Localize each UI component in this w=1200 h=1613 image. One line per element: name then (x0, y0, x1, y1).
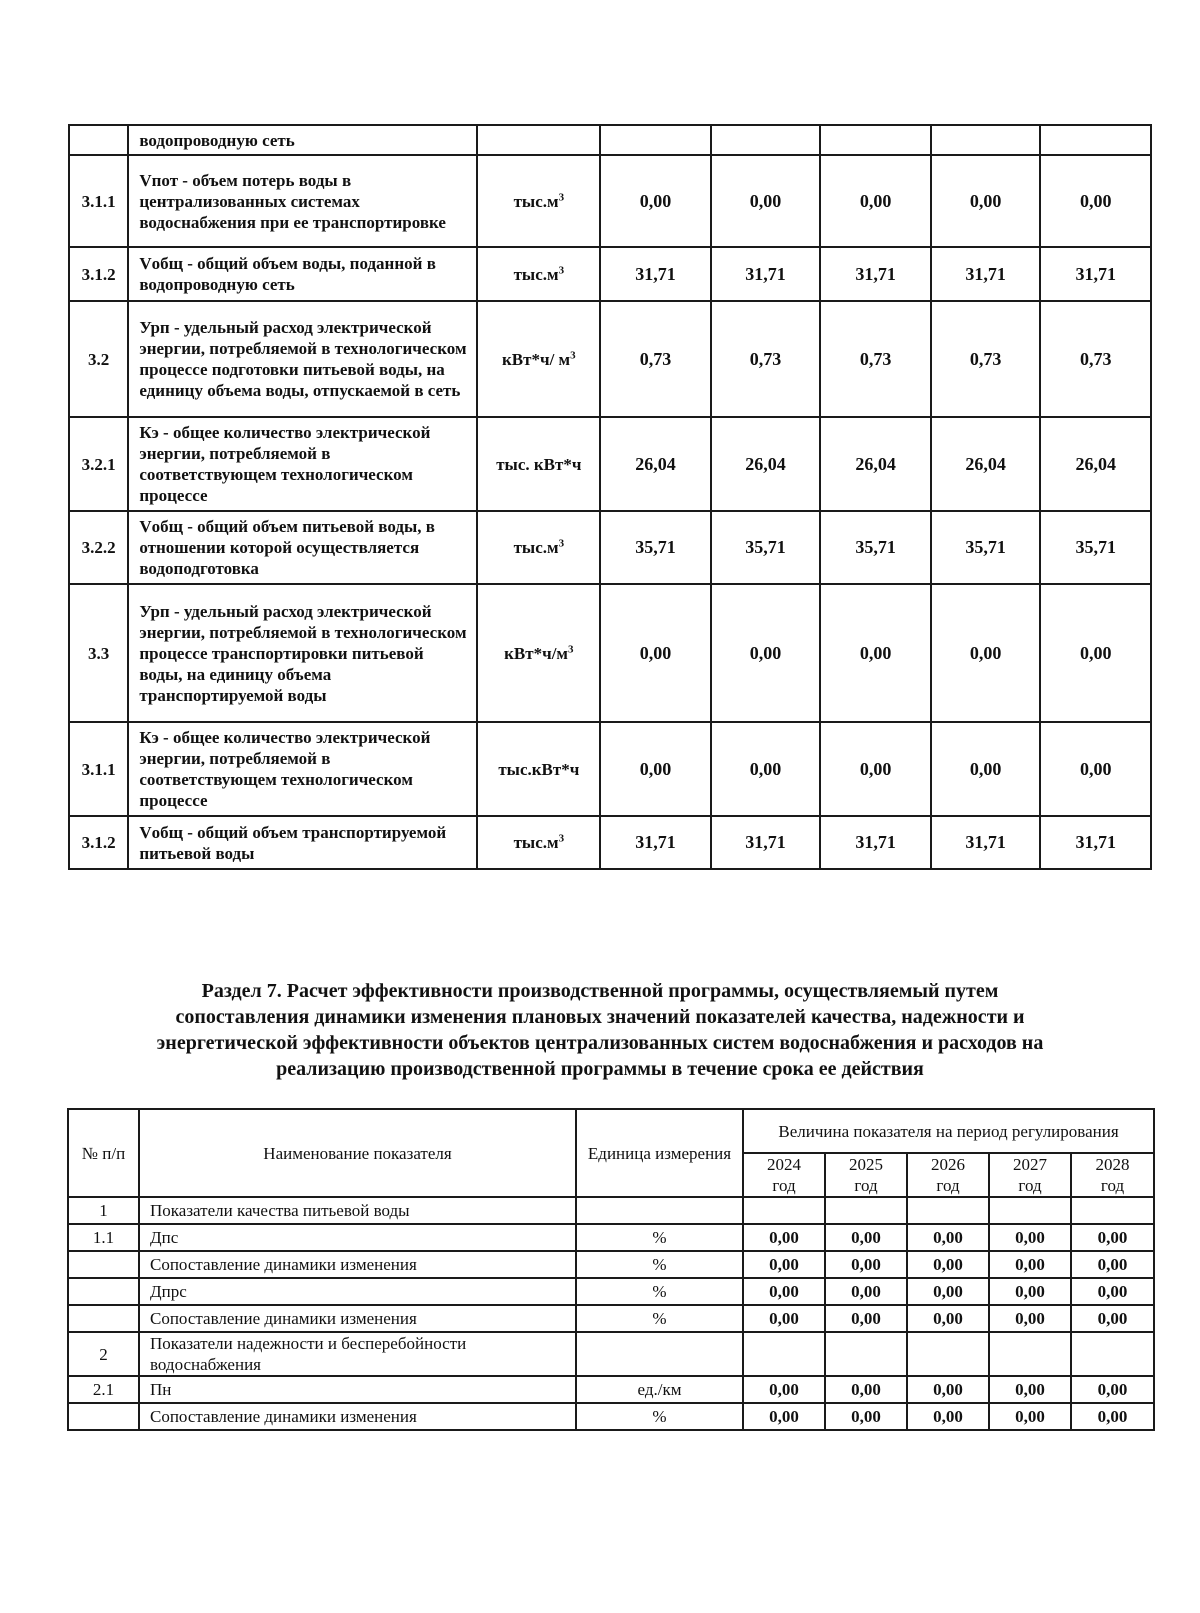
row-number: 3.1.1 (69, 155, 128, 247)
value-cell: 0,00 (931, 722, 1041, 816)
value-cell (907, 1332, 989, 1376)
unit-cell (576, 1197, 743, 1224)
value-cell: 31,71 (600, 247, 711, 301)
indicator-name: Дпс (139, 1224, 576, 1251)
value-cell: 31,71 (931, 816, 1041, 869)
row-number (68, 1278, 139, 1305)
row-number: 3.2.1 (69, 417, 128, 511)
section-title-line: энергетической эффективности объектов централизованных систем водоснабжения и расходов на (156, 1032, 1044, 1054)
row-number: 3.3 (69, 584, 128, 722)
value-cell: 0,00 (743, 1224, 825, 1251)
row-number (68, 1403, 139, 1430)
row-number: 3.2 (69, 301, 128, 417)
value-cell (1071, 1332, 1154, 1376)
value-cell: 0,00 (711, 155, 821, 247)
row-number: 2 (68, 1332, 139, 1376)
value-cell: 31,71 (600, 816, 711, 869)
header-unit: Единица измерения (576, 1109, 743, 1197)
indicator-name: Кэ - общее количество электрической энергии, потребляемой в соответствующем технологическом процессе (128, 417, 477, 511)
unit-cell: ед./км (576, 1376, 743, 1403)
value-cell (989, 1197, 1071, 1224)
indicator-name: Vобщ - общий объем транспортируемой питьевой воды (128, 816, 477, 869)
value-cell: 0,00 (989, 1305, 1071, 1332)
unit-cell (576, 1332, 743, 1376)
value-cell (820, 125, 931, 155)
header-year: 2024 год (743, 1153, 825, 1197)
table-row (69, 155, 1151, 247)
header-period: Величина показателя на период регулирования (743, 1109, 1154, 1153)
table-row (69, 417, 1151, 511)
value-cell: 0,00 (1040, 584, 1151, 722)
header-year: 2026 год (907, 1153, 989, 1197)
row-number (68, 1305, 139, 1332)
value-cell: 0,73 (711, 301, 821, 417)
table-row (68, 1332, 1154, 1376)
value-cell: 0,00 (989, 1403, 1071, 1430)
value-cell (989, 1332, 1071, 1376)
value-cell: 0,00 (907, 1376, 989, 1403)
table-row (68, 1224, 1154, 1251)
value-cell: 35,71 (711, 511, 821, 584)
table-row (69, 722, 1151, 816)
header-name: Наименование показателя (139, 1109, 576, 1197)
value-cell: 31,71 (711, 247, 821, 301)
indicator-name: водопроводную сеть (128, 125, 477, 155)
value-cell: 0,00 (1071, 1224, 1154, 1251)
unit-cell: $тыс.м^3$ (477, 155, 600, 247)
value-cell: 0,00 (743, 1305, 825, 1332)
header-row (68, 1109, 1154, 1153)
header-year: 2025 год (825, 1153, 907, 1197)
indicator-name: Урп - удельный расход электрической энергии, потребляемой в технологическом процессе транспортировки питьевой воды, на единицу объема транспортируемой воды (128, 584, 477, 722)
table-row (69, 511, 1151, 584)
value-cell: 0,00 (989, 1376, 1071, 1403)
value-cell: 0,00 (907, 1278, 989, 1305)
value-cell: 0,00 (931, 155, 1041, 247)
indicator-name: Сопоставление динамики изменения (139, 1251, 576, 1278)
value-cell: 26,04 (931, 417, 1041, 511)
table-row (68, 1305, 1154, 1332)
efficiency-table (67, 1108, 1155, 1431)
value-cell: 0,00 (743, 1278, 825, 1305)
indicator-name: Vобщ - общий объем воды, поданной в водопроводную сеть (128, 247, 477, 301)
indicator-name: Сопоставление динамики изменения (139, 1403, 576, 1430)
indicator-name: Кэ - общее количество электрической энергии, потребляемой в соответствующем технологическом процессе (128, 722, 477, 816)
value-cell (743, 1332, 825, 1376)
value-cell: 35,71 (600, 511, 711, 584)
table-row (68, 1197, 1154, 1224)
value-cell: 0,00 (600, 584, 711, 722)
value-cell: 26,04 (600, 417, 711, 511)
value-cell: 0,00 (743, 1376, 825, 1403)
unit-cell (477, 125, 600, 155)
indicator-name: Vпот - объем потерь воды в централизованных системах водоснабжения при ее транспортировке (128, 155, 477, 247)
value-cell: 0,00 (825, 1403, 907, 1430)
indicator-name: Vобщ - общий объем питьевой воды, в отношении которой осуществляется водоподготовка (128, 511, 477, 584)
value-cell: 0,00 (989, 1278, 1071, 1305)
value-cell (600, 125, 711, 155)
section-title-line: Раздел 7. Расчет эффективности производственной программы, осуществляемый путем (201, 980, 999, 1002)
table-row (69, 584, 1151, 722)
table-row (69, 816, 1151, 869)
value-cell: 0,00 (600, 155, 711, 247)
value-cell: 0,00 (1071, 1403, 1154, 1430)
indicator-name: Показатели качества питьевой воды (139, 1197, 576, 1224)
value-cell (711, 125, 821, 155)
value-cell: 0,00 (1071, 1251, 1154, 1278)
value-cell: 35,71 (820, 511, 931, 584)
value-cell: 0,73 (600, 301, 711, 417)
row-number: 3.1.1 (69, 722, 128, 816)
unit-cell: % (576, 1224, 743, 1251)
value-cell (743, 1197, 825, 1224)
table-row (68, 1251, 1154, 1278)
unit-cell: % (576, 1305, 743, 1332)
value-cell: 26,04 (1040, 417, 1151, 511)
value-cell: 0,00 (825, 1376, 907, 1403)
value-cell: 0,00 (1071, 1376, 1154, 1403)
value-cell (907, 1197, 989, 1224)
value-cell: 0,00 (825, 1278, 907, 1305)
value-cell: 0,73 (820, 301, 931, 417)
value-cell: 0,00 (1040, 722, 1151, 816)
header-num: № п/п (68, 1109, 139, 1197)
value-cell: 0,00 (989, 1251, 1071, 1278)
value-cell: 0,73 (931, 301, 1041, 417)
value-cell (931, 125, 1041, 155)
row-number: 1.1 (68, 1224, 139, 1251)
table-row (68, 1278, 1154, 1305)
value-cell: 31,71 (711, 816, 821, 869)
value-cell: 35,71 (931, 511, 1041, 584)
header-year: 2028 год (1071, 1153, 1154, 1197)
section-title (60, 978, 1140, 1082)
unit-cell: % (576, 1403, 743, 1430)
table-row (68, 1403, 1154, 1430)
section-title-line: сопоставления динамики изменения плановых значений показателей качества, надежности и (175, 1006, 1025, 1028)
value-cell: 0,00 (907, 1224, 989, 1251)
indicators-table-continued (68, 124, 1152, 870)
value-cell: 31,71 (820, 247, 931, 301)
table-row (68, 1376, 1154, 1403)
indicator-name: Дпрс (139, 1278, 576, 1305)
row-number: 3.2.2 (69, 511, 128, 584)
unit-cell: % (576, 1251, 743, 1278)
value-cell: 0,00 (907, 1251, 989, 1278)
indicator-name: Урп - удельный расход электрической энергии, потребляемой в технологическом процессе подготовки питьевой воды, на единицу объема воды, отпускаемой в сеть (128, 301, 477, 417)
value-cell: 35,71 (1040, 511, 1151, 584)
value-cell: 0,00 (907, 1403, 989, 1430)
value-cell: 31,71 (1040, 247, 1151, 301)
indicator-name: Пн (139, 1376, 576, 1403)
unit-cell: $тыс.м^3$ (477, 816, 600, 869)
value-cell: 0,00 (711, 584, 821, 722)
unit-cell: % (576, 1278, 743, 1305)
value-cell: 0,00 (820, 155, 931, 247)
row-number: 2.1 (68, 1376, 139, 1403)
indicator-name: Показатели надежности и бесперебойности водоснабжения (139, 1332, 576, 1376)
value-cell: 26,04 (820, 417, 931, 511)
table-row (69, 301, 1151, 417)
value-cell: 0,00 (820, 584, 931, 722)
value-cell: 31,71 (1040, 816, 1151, 869)
value-cell: 0,00 (1071, 1305, 1154, 1332)
row-number: 3.1.2 (69, 247, 128, 301)
value-cell: 0,00 (825, 1251, 907, 1278)
unit-cell: $тыс.м^3$ (477, 511, 600, 584)
row-number: 3.1.2 (69, 816, 128, 869)
value-cell: 0,00 (743, 1251, 825, 1278)
table-row (69, 247, 1151, 301)
header-year: 2027 год (989, 1153, 1071, 1197)
unit-cell: $кВт*ч/м^3$ (477, 584, 600, 722)
unit-cell: тыс.кВт*ч (477, 722, 600, 816)
unit-cell: $тыс.м^3$ (477, 247, 600, 301)
row-number (69, 125, 128, 155)
row-number: 1 (68, 1197, 139, 1224)
unit-cell: тыс. кВт*ч (477, 417, 600, 511)
value-cell (825, 1332, 907, 1376)
value-cell: 0,00 (1071, 1278, 1154, 1305)
row-number (68, 1251, 139, 1278)
unit-cell: кВт*ч/ $м^3$ (477, 301, 600, 417)
value-cell: 0,00 (743, 1403, 825, 1430)
value-cell: 0,00 (600, 722, 711, 816)
value-cell: 0,00 (907, 1305, 989, 1332)
value-cell: 0,00 (711, 722, 821, 816)
value-cell: 0,00 (931, 584, 1041, 722)
value-cell: 31,71 (931, 247, 1041, 301)
value-cell: 0,00 (989, 1224, 1071, 1251)
value-cell: 31,71 (820, 816, 931, 869)
indicator-name: Сопоставление динамики изменения (139, 1305, 576, 1332)
value-cell: 0,73 (1040, 301, 1151, 417)
value-cell (1040, 125, 1151, 155)
value-cell: 0,00 (825, 1224, 907, 1251)
value-cell (1071, 1197, 1154, 1224)
value-cell: 26,04 (711, 417, 821, 511)
value-cell: 0,00 (1040, 155, 1151, 247)
section-title-line: реализацию производственной программы в течение срока ее действия (276, 1058, 924, 1080)
value-cell: 0,00 (820, 722, 931, 816)
table-row (69, 125, 1151, 155)
value-cell (825, 1197, 907, 1224)
value-cell: 0,00 (825, 1305, 907, 1332)
